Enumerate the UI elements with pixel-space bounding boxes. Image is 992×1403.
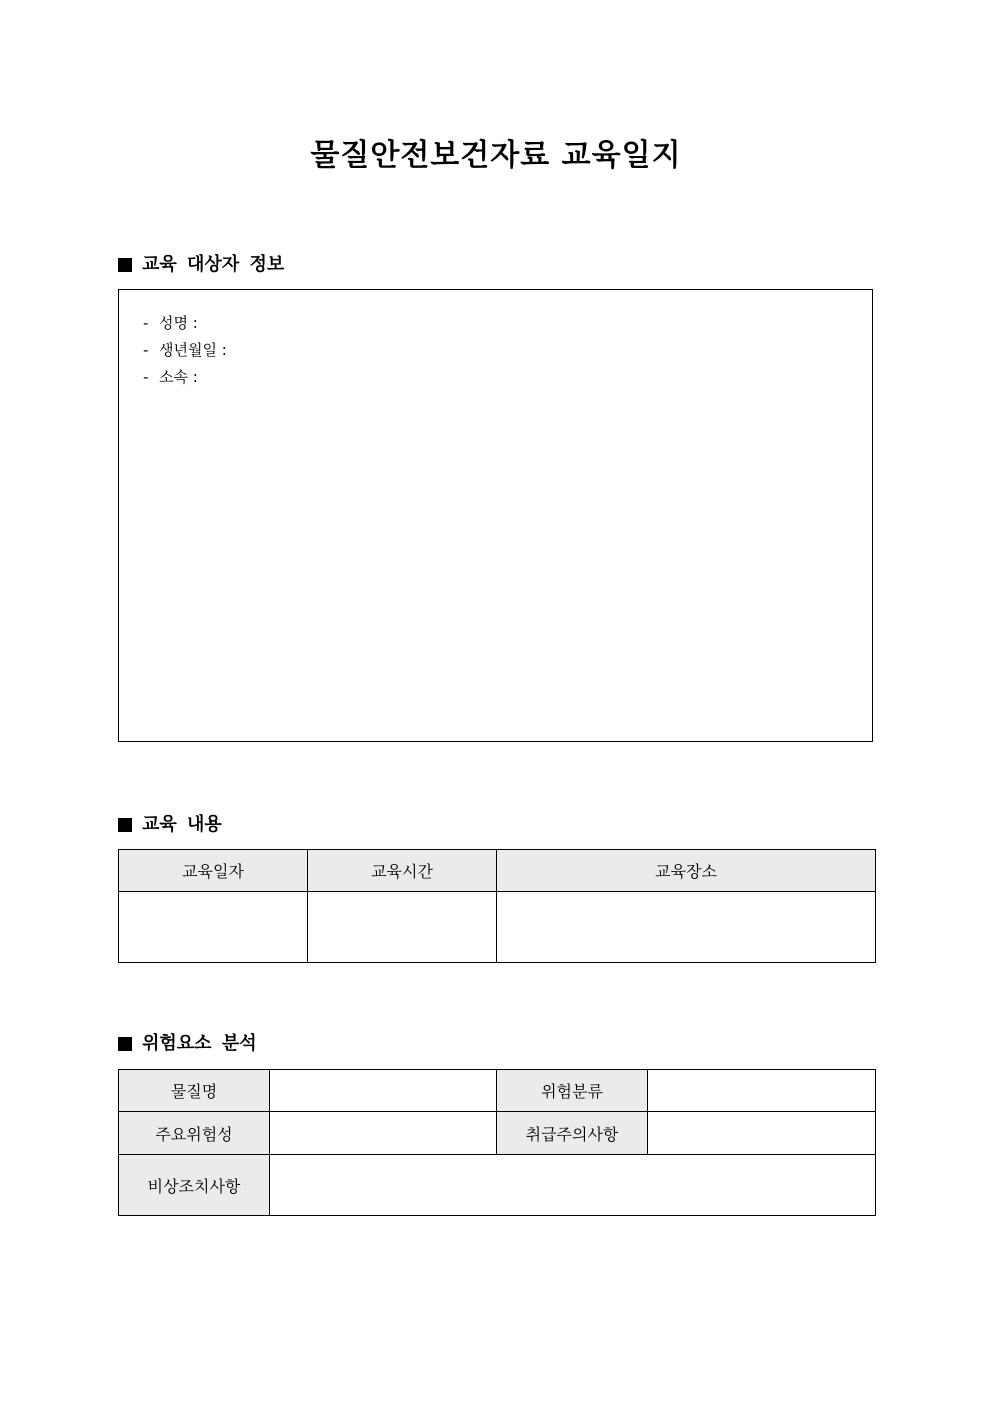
square-bullet-icon <box>118 818 132 832</box>
section-heading-risk <box>118 1032 257 1056</box>
square-bullet-icon <box>118 258 132 272</box>
cell-handling[interactable] <box>648 1112 876 1155</box>
info-label-name: 성명 : <box>159 314 198 332</box>
label-main-hazard: 주요위험성 <box>119 1112 270 1155</box>
section-heading-target <box>118 253 284 277</box>
section-heading-label: 위험요소 분석 <box>142 1033 257 1054</box>
section-heading-label: 교육 내용 <box>142 814 222 835</box>
header-edu-date: 교육일자 <box>119 850 308 892</box>
info-label-birthdate: 생년월일 : <box>159 341 227 359</box>
label-risk-class: 위험분류 <box>497 1070 648 1112</box>
education-content-table <box>118 849 876 963</box>
section-heading-label: 교육 대상자 정보 <box>142 254 285 275</box>
info-line-affiliation <box>143 364 227 391</box>
table-row <box>119 1070 876 1112</box>
dash-marker: - <box>143 368 149 386</box>
table-row <box>119 1155 876 1216</box>
cell-edu-time[interactable] <box>308 892 497 963</box>
label-handling: 취급주의사항 <box>497 1112 648 1155</box>
cell-main-hazard[interactable] <box>270 1112 497 1155</box>
header-edu-place: 교육장소 <box>497 850 876 892</box>
cell-edu-place[interactable] <box>497 892 876 963</box>
info-label-affiliation: 소속 : <box>159 368 198 386</box>
info-line-birthdate <box>143 337 227 364</box>
table-header-row <box>119 850 876 892</box>
page-title: 물질안전보건자료 교육일지 <box>310 138 682 173</box>
cell-risk-class[interactable] <box>648 1070 876 1112</box>
label-emergency: 비상조치사항 <box>119 1155 270 1216</box>
square-bullet-icon <box>118 1037 132 1051</box>
cell-edu-date[interactable] <box>119 892 308 963</box>
cell-emergency[interactable] <box>270 1155 876 1216</box>
risk-analysis-table <box>118 1069 876 1216</box>
table-row <box>119 1112 876 1155</box>
target-info-lines <box>143 310 227 391</box>
table-row <box>119 892 876 963</box>
dash-marker: - <box>143 341 149 359</box>
target-info-box[interactable] <box>118 289 873 742</box>
cell-material[interactable] <box>270 1070 497 1112</box>
info-line-name <box>143 310 227 337</box>
section-heading-content <box>118 813 222 837</box>
header-edu-time: 교육시간 <box>308 850 497 892</box>
dash-marker: - <box>143 314 149 332</box>
label-material: 물질명 <box>119 1070 270 1112</box>
